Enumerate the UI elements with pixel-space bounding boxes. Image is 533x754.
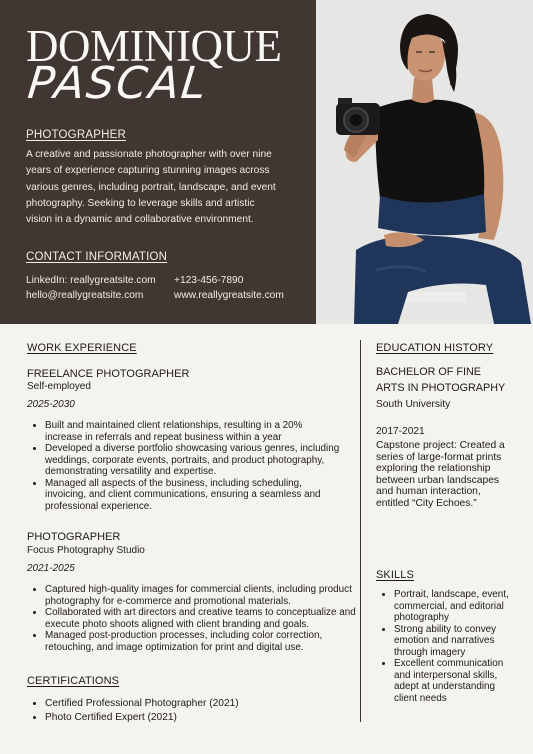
profile-summary: A creative and passionate photographer with over nine years of experience capturing stunning images across various genres, including portrait, landscape, and event photography. Seeking to leverage skills and artistic vision in a dynamic and collaborative environment. [26,149,276,226]
job-1-company: Self-employed [27,381,91,392]
list-item: • Managed all aspects of the business, including scheduling, invoicing, and client communications, ensuring a seamless and professional experience. [45,478,342,513]
last-name: PASCAL [25,58,211,109]
job-2-company: Focus Photography Studio [27,545,145,556]
capstone-text: Capstone project: Created a series of large-format prints exploring the relationship between urban landscapes and human interaction, entitled “City Echoes.” [376,440,505,509]
job-1-bullets [27,420,342,512]
list-item: • Built and maintained client relationships, resulting in a 20% increase in referrals and repeat business within a year [45,420,342,443]
school-name: South University [376,399,451,410]
profile-title: PHOTOGRAPHER [26,129,126,141]
list-item: • Managed post-production processes, including color correction, retouching, and image optimization for print and digital use. [45,630,357,653]
job-2-dates: 2021-2025 [27,563,75,574]
list-item: • Excellent communication and interpersonal skills, adept at understanding client needs [394,658,516,704]
list-item: • Collaborated with art directors and creative teams to conceptualize and execute photo shoots aligned with client branding and goals. [45,607,357,630]
list-item: • Photo Certified Expert (2021) [45,711,347,725]
list-item: • Developed a diverse portfolio showcasing various genres, including weddings, corporate events, portraits, and product photography, demonstrating versatility and expertise. [45,443,342,478]
certifications-title: CERTIFICATIONS [27,675,120,687]
photographer-portrait-image [316,0,533,324]
list-item: • Portrait, landscape, event, commercial, and editorial photography [394,589,516,624]
contact-phone: +123-456-7890 [174,275,244,286]
header-panel [0,0,316,324]
education-title: EDUCATION HISTORY [376,342,494,354]
column-divider [360,340,361,722]
degree [376,364,505,396]
job-1-title: FREELANCE PHOTOGRAPHER [27,368,190,380]
skills-list [376,589,516,704]
first-name: DOMINIQUE [26,21,282,71]
contact-website: www.reallygreatsite.com [174,290,284,301]
header [0,0,533,324]
degree-line-2: ARTS IN PHOTOGRAPHY [376,382,506,394]
job-1-dates: 2025-2030 [27,399,75,410]
contact-linkedin: LinkedIn: reallygreatsite.com [26,275,156,286]
skills-title: SKILLS [376,569,414,581]
contact-email: hello@reallygreatsite.com [26,290,144,301]
contact-title: CONTACT INFORMATION [26,251,168,263]
job-2-title: PHOTOGRAPHER [27,531,121,543]
job-2-bullets [27,584,357,653]
education-years: 2017-2021 [376,426,425,437]
list-item: • Captured high-quality images for commercial clients, including product photography for e-commerce and promotional materials. [45,584,357,607]
list-item: • Certified Professional Photographer (2021) [45,697,347,711]
degree-line-1: BACHELOR OF FINE [376,366,481,378]
list-item: • Strong ability to convey emotion and narratives through imagery [394,624,516,659]
work-experience-title: WORK EXPERIENCE [27,342,137,354]
certifications-list [27,697,347,724]
profile-photo [316,0,533,324]
